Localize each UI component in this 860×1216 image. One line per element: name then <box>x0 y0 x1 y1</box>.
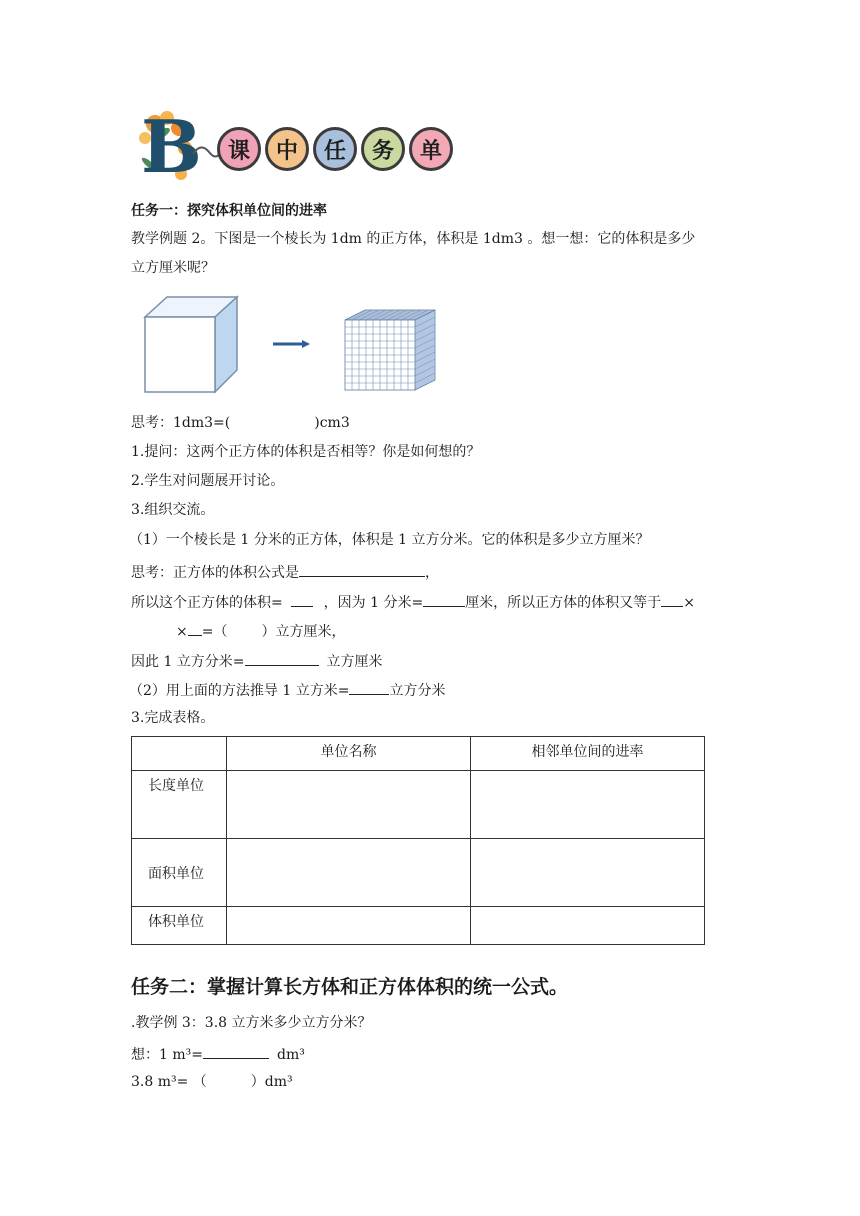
step-1: 1.提问：这两个正方体的体积是否相等？你是如何想的？ <box>131 444 481 460</box>
think-suffix: )cm3 <box>314 415 350 431</box>
gridded-cube-icon <box>345 310 435 390</box>
cell-length-name[interactable] <box>227 771 471 839</box>
formula-prefix: 思考：正方体的体积公式是 <box>131 565 299 581</box>
hence-blank[interactable] <box>245 650 319 666</box>
formula-blank[interactable] <box>299 561 425 577</box>
step-2: 2.学生对问题展开讨论。 <box>131 473 285 489</box>
task2-think-line <box>131 1043 305 1064</box>
sub-question-1: （1）一个棱长是 1 分米的正方体，体积是 1 立方分米。它的体积是多少立方厘米？ <box>129 532 650 548</box>
cont-text-c: ）立方厘米， <box>261 624 346 640</box>
cell-length-rate[interactable] <box>471 771 705 839</box>
task1-title: 任务一：探究体积单位间的进率 <box>131 203 327 219</box>
task2-think-b: dm³ <box>276 1047 305 1063</box>
logo-letter: B <box>141 104 202 189</box>
task2-calc-b: ）dm³ <box>250 1074 293 1090</box>
banner-char-3: 任 <box>313 127 357 171</box>
volume-text-d: × <box>683 595 695 611</box>
cell-volume-name[interactable] <box>227 907 471 945</box>
volume-text-c: 厘米，所以正方体的体积又等于 <box>465 595 662 611</box>
cell-area-rate[interactable] <box>471 839 705 907</box>
volume-text-b: ，因为 1 分米= <box>323 595 424 611</box>
banner-char-1: 课 <box>217 127 261 171</box>
cont-text-a: × <box>176 624 188 640</box>
row-label-length: 长度单位 <box>132 771 227 839</box>
sub2-text-b: 立方分米 <box>389 683 446 699</box>
formula-suffix: ， <box>425 565 439 581</box>
decimeter-blank[interactable] <box>423 591 465 607</box>
task2-example: .教学例 3：3.8 立方米多少立方分米？ <box>131 1015 372 1031</box>
table-header-rate: 相邻单位间的进率 <box>471 737 705 771</box>
cell-volume-rate[interactable] <box>471 907 705 945</box>
unit-table <box>131 736 705 945</box>
banner-char-2: 中 <box>265 127 309 171</box>
table-header-empty <box>132 737 227 771</box>
hence-text-a: 因此 1 立方分米= <box>131 654 245 670</box>
table-header-unit-name: 单位名称 <box>227 737 471 771</box>
step-3b: 3.完成表格。 <box>131 710 215 726</box>
think-line <box>131 414 350 432</box>
hence-line <box>131 650 383 671</box>
edge-blank-2[interactable] <box>188 620 202 636</box>
volume-cont-line <box>176 620 345 641</box>
cell-area-name[interactable] <box>227 839 471 907</box>
table-row <box>132 907 705 945</box>
table-row <box>132 839 705 907</box>
task2-title: 任务二：掌握计算长方体和正方体体积的统一公式。 <box>131 976 569 998</box>
task2-calc-a: 3.8 m³= （ <box>131 1074 207 1090</box>
task2-calc-line <box>131 1073 293 1091</box>
sub-question-2 <box>129 679 445 700</box>
row-label-volume: 体积单位 <box>132 907 227 945</box>
edge-blank-1[interactable] <box>661 591 683 607</box>
volume-text-a: 所以这个正方体的体积= <box>131 595 283 611</box>
banner-char-4: 务 <box>361 127 405 171</box>
example-line-2: 立方厘米呢？ <box>131 260 215 276</box>
step-3: 3.组织交流。 <box>131 502 215 518</box>
sub2-text-a: （2）用上面的方法推导 1 立方米= <box>129 683 350 699</box>
think-prefix: 思考：1dm3=( <box>131 415 231 431</box>
row-label-area: 面积单位 <box>132 839 227 907</box>
cont-text-b: =（ <box>201 624 228 640</box>
task2-think-a: 想：1 m³= <box>131 1047 203 1063</box>
cube-figure <box>140 292 445 402</box>
example-line-1: 教学例题 2。下图是一个棱长为 1dm 的正方体，体积是 1dm3 。想一想：它的体积是多少 <box>131 231 696 247</box>
volume-blank[interactable] <box>291 591 313 607</box>
hence-text-b: 立方厘米 <box>326 654 383 670</box>
task2-think-blank[interactable] <box>203 1043 269 1059</box>
sub2-blank[interactable] <box>349 679 389 695</box>
table-row <box>132 771 705 839</box>
formula-line <box>131 561 439 582</box>
banner-char-5: 单 <box>409 127 453 171</box>
volume-line <box>131 591 695 612</box>
